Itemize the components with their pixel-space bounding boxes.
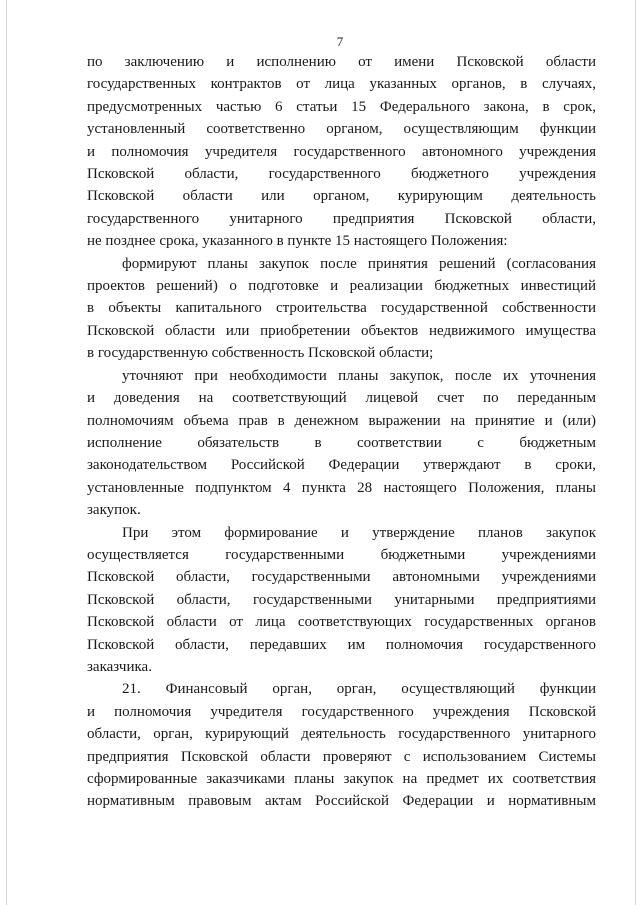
text-line: установленный соответственно органом, осуществляющим функции (87, 121, 596, 138)
page-number: 7 (336, 34, 344, 49)
text-line: уточняют при необходимости планы закупок, после их уточнения (122, 367, 596, 384)
text-line: закупок. (87, 502, 141, 519)
page-left-edge (6, 0, 7, 905)
text-line: в государственную собственность Псковской области; (87, 345, 434, 362)
paragraph-3 (87, 365, 596, 522)
paragraph-5 (87, 678, 596, 812)
text-line: не позднее срока, указанного в пункте 15 настоящего Положения: (87, 233, 508, 250)
text-line: Псковской области или органом, курирующим деятельность (87, 188, 596, 205)
text-line: заказчика. (87, 658, 152, 675)
text-line: проектов решений) о подготовке и реализации бюджетных инвестиций (87, 278, 596, 295)
text-line: и доведения на соответствующий лицевой счет по переданным (87, 390, 596, 407)
text-line: формируют планы закупок после принятия решений (согласования (122, 255, 596, 272)
text-line: предприятия Псковской области проверяют с использованием Системы (87, 748, 596, 765)
text-line: Псковской области, государственного бюджетного учреждения (87, 166, 596, 183)
text-line: полномочиям объема прав в денежном выражении на принятие и (или) (87, 412, 596, 429)
text-line: сформированные заказчиками планы закупок на предмет их соответствия (87, 771, 596, 787)
text-line: Псковской области от лица соответствующих государственных органов (87, 614, 596, 631)
text-line: установленные подпунктом 4 пункта 28 настоящего Положения, планы (87, 479, 596, 496)
paragraph-2 (87, 253, 596, 365)
text-line: государственного унитарного предприятия Псковской области, (87, 210, 596, 227)
text-line: осуществляется государственными бюджетными учреждениями (87, 546, 596, 563)
text-line: 21. Финансовый орган, орган, осуществляющий функции (122, 681, 596, 698)
text-line: по заключению и исполнению от имени Псковской области (87, 54, 596, 70)
page-right-edge (635, 0, 636, 905)
text-line: законодательством Российской Федерации утверждают в сроки, (87, 457, 596, 474)
text-line: При этом формирование и утверждение планов закупок (122, 524, 596, 541)
text-line: области, орган, курирующий деятельность государственного унитарного (87, 726, 596, 743)
text-line: Псковской области, передавших им полномочия государственного (87, 636, 596, 653)
text-line: нормативным правовым актам Российской Федерации и нормативным (87, 793, 596, 810)
document-body (87, 51, 596, 813)
paragraph-1 (87, 51, 596, 253)
text-line: и полномочия учредителя государственного учреждения Псковской (87, 703, 596, 720)
text-line: Псковской области, государственными унитарными предприятиями (87, 591, 596, 608)
text-line: предусмотренных частью 6 статьи 15 Федерального закона, в срок, (87, 98, 596, 115)
text-line: Псковской области или приобретении объектов недвижимого имущества (87, 322, 596, 339)
text-line: исполнение обязательств в соответствии с бюджетным (87, 434, 596, 451)
text-line: Псковской области, государственными автономными учреждениями (87, 569, 596, 586)
text-line: в объекты капитального строительства государственной собственности (87, 300, 596, 317)
text-line: государственных контрактов от лица указанных органов, в случаях, (87, 76, 596, 93)
text-line: и полномочия учредителя государственного автономного учреждения (87, 143, 596, 160)
paragraph-4 (87, 522, 596, 679)
